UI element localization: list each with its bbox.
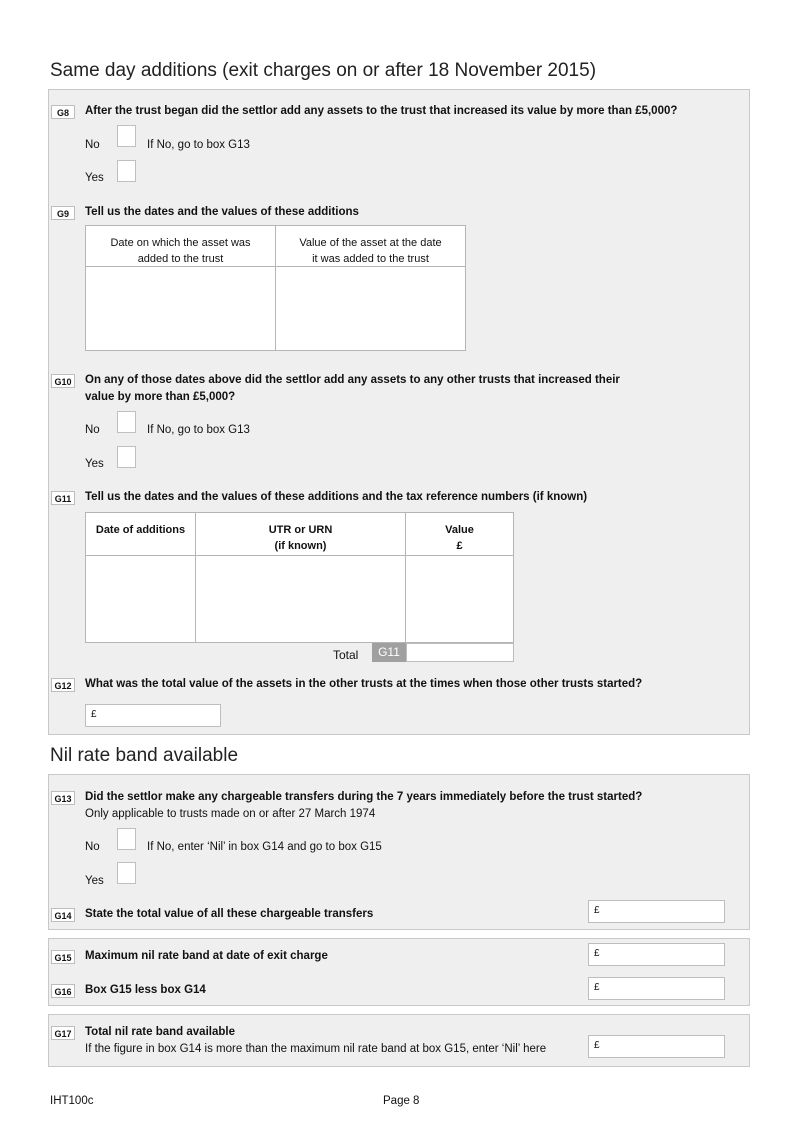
g9-col-date-line1: Date on which the asset was <box>110 237 251 249</box>
g10-no-label: No <box>85 424 100 436</box>
g10-question-line1: On any of those dates above did the settlor add any assets to any other trusts that increased their <box>85 374 620 386</box>
box-tag-g13: G13 <box>51 791 75 805</box>
g11-total-box-label: G11 <box>372 643 406 662</box>
footer-form-code: IHT100c <box>50 1095 94 1107</box>
g8-yes-label: Yes <box>85 172 104 184</box>
g12-value-input[interactable]: £ <box>85 704 221 727</box>
g11-additions-table <box>85 512 514 643</box>
g10-yes-checkbox[interactable] <box>117 446 136 468</box>
g10-no-checkbox[interactable] <box>117 411 136 433</box>
g17-subtext: If the figure in box G14 is more than the maximum nil rate band at box G15, enter ‘Nil’ here <box>85 1043 547 1055</box>
g11-col-utr-line1: UTR or URN <box>268 524 333 536</box>
box-tag-g16: G16 <box>51 984 75 998</box>
g11-col-utr-header <box>196 513 405 554</box>
box-tag-g10: G10 <box>51 374 75 388</box>
box-tag-g9: G9 <box>51 206 75 220</box>
g11-total-label: Total <box>333 648 359 662</box>
g9-col-value-line1: Value of the asset at the date <box>299 237 442 249</box>
g17-question <box>85 1024 546 1058</box>
g8-question: After the trust began did the settlor add any assets to the trust that increased its value by more than £5,000? <box>85 105 678 117</box>
g9-col-date-line2: added to the trust <box>137 253 224 265</box>
g8-no-checkbox[interactable] <box>117 125 136 147</box>
g13-yes-label: Yes <box>85 875 104 887</box>
g11-question: Tell us the dates and the values of these additions and the tax reference numbers (if known) <box>85 491 588 503</box>
g11-col-utr-line2: (if known) <box>274 540 327 552</box>
section-title-same-day-additions: Same day additions (exit charges on or after 18 November 2015) <box>50 60 597 81</box>
box-tag-g17: G17 <box>51 1026 75 1040</box>
box-tag-g11: G11 <box>51 491 75 505</box>
g9-question: Tell us the dates and the values of these additions <box>85 206 359 218</box>
g13-no-hint: If No, enter ‘Nil’ in box G14 and go to box G15 <box>147 841 382 853</box>
box-tag-g14: G14 <box>51 908 75 922</box>
g11-col-value-line1: Value <box>445 524 474 536</box>
g12-question: What was the total value of the assets in the other trusts at the times when those other trusts started? <box>85 678 643 690</box>
g11-col-value-line2: £ <box>456 540 463 552</box>
g11-total-input[interactable] <box>406 643 514 662</box>
g8-no-label: No <box>85 139 100 151</box>
g9-col-date-header <box>86 226 275 267</box>
g16-value-input[interactable]: £ <box>588 977 725 1000</box>
g13-question-text: Did the settlor make any chargeable transfers during the 7 years immediately before the trust started? <box>85 791 643 803</box>
g11-col-value-header <box>406 513 513 554</box>
g17-question-text: Total nil rate band available <box>85 1026 235 1038</box>
g17-value-input[interactable]: £ <box>588 1035 725 1058</box>
g15-value-input[interactable]: £ <box>588 943 725 966</box>
g11-col-date-header: Date of additions <box>95 524 186 536</box>
g8-yes-checkbox[interactable] <box>117 160 136 182</box>
g16-question: Box G15 less box G14 <box>85 984 206 996</box>
g14-question: State the total value of all these chargeable transfers <box>85 908 374 920</box>
g13-no-checkbox[interactable] <box>117 828 136 850</box>
g13-subtext: Only applicable to trusts made on or after 27 March 1974 <box>85 808 376 820</box>
box-tag-g15: G15 <box>51 950 75 964</box>
g9-additions-table <box>85 225 466 351</box>
g8-no-hint: If No, go to box G13 <box>147 139 250 151</box>
section-title-nil-rate-band: Nil rate band available <box>50 745 239 766</box>
g10-question <box>85 372 620 406</box>
g13-question <box>85 789 642 823</box>
g11-date-input[interactable] <box>87 556 194 642</box>
g15-question: Maximum nil rate band at date of exit charge <box>85 950 328 962</box>
box-tag-g8: G8 <box>51 105 75 119</box>
g9-col-value-line2: it was added to the trust <box>312 253 429 265</box>
g14-value-input[interactable]: £ <box>588 900 725 923</box>
g10-question-line2: value by more than £5,000? <box>85 391 236 403</box>
g13-yes-checkbox[interactable] <box>117 862 136 884</box>
g10-no-hint: If No, go to box G13 <box>147 424 250 436</box>
box-tag-g12: G12 <box>51 678 75 692</box>
g9-value-input[interactable] <box>277 267 465 350</box>
g10-yes-label: Yes <box>85 458 104 470</box>
g11-utr-input[interactable] <box>197 556 404 642</box>
g9-col-value-header <box>276 226 465 267</box>
footer-page-number: Page 8 <box>383 1095 420 1107</box>
g13-no-label: No <box>85 841 100 853</box>
g11-value-input[interactable] <box>407 556 513 642</box>
g9-date-input[interactable] <box>87 267 274 350</box>
